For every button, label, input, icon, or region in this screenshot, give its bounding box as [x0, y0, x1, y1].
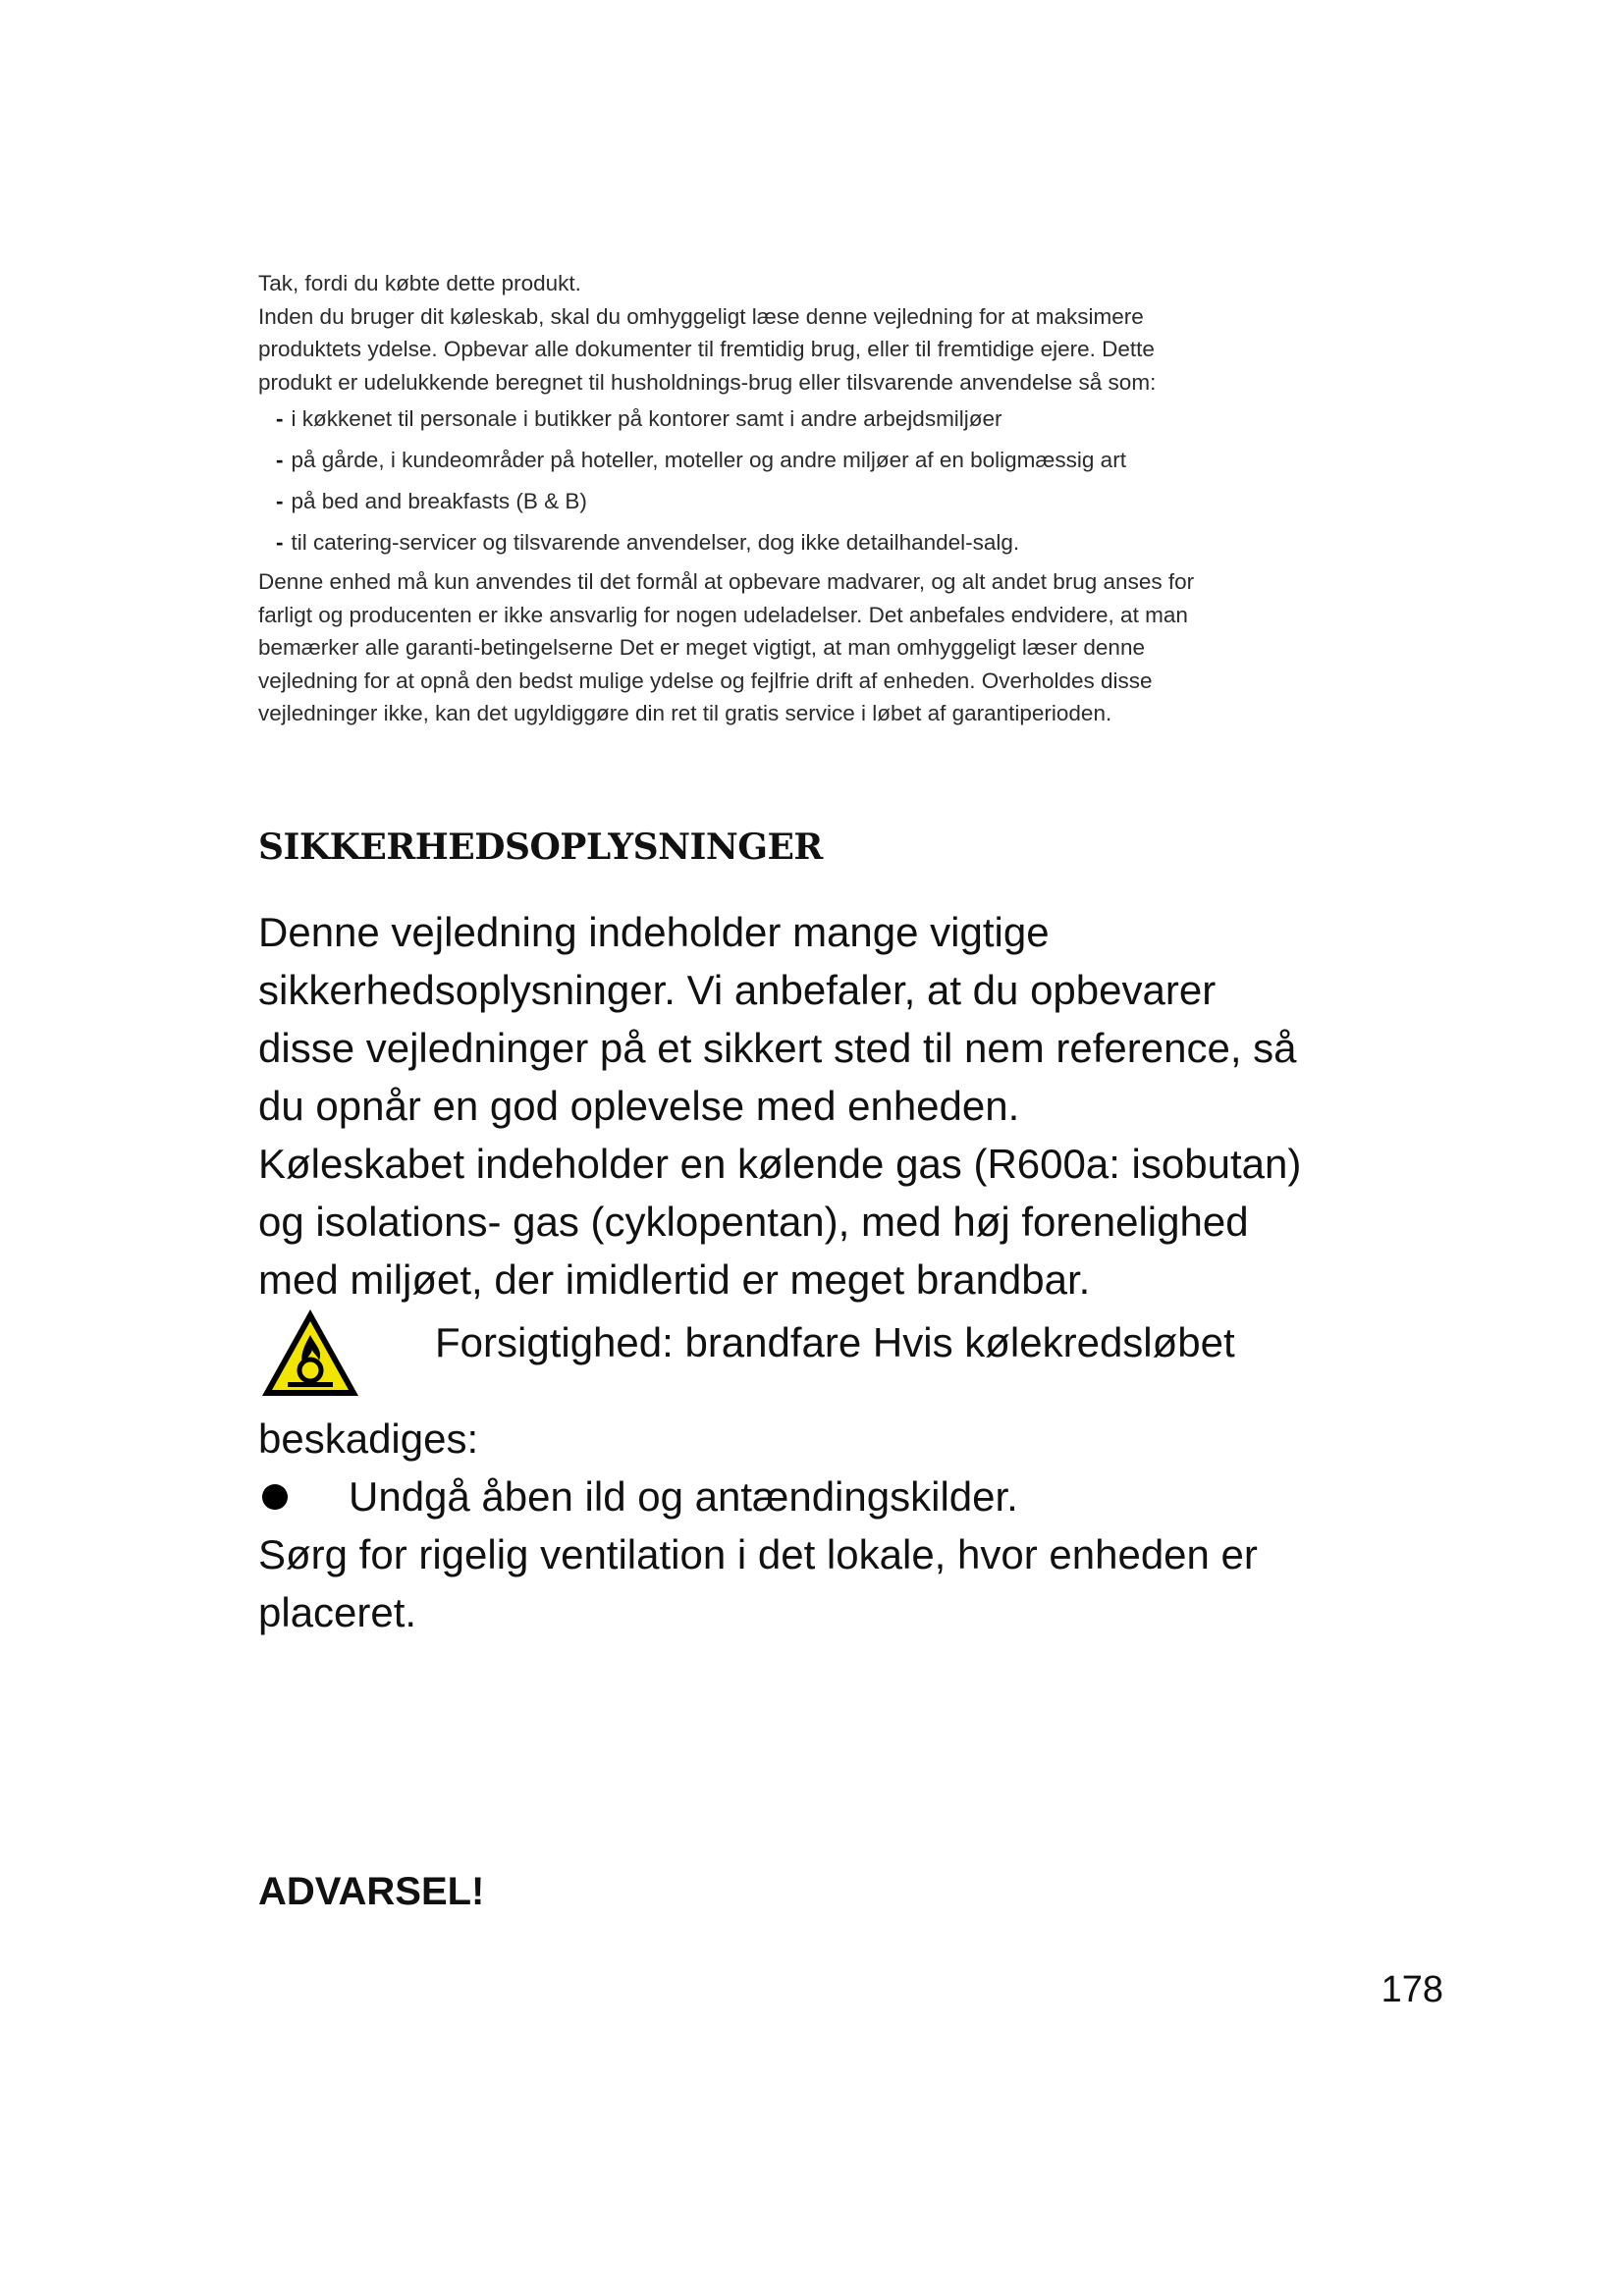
disclaimer-line: Denne enhed må kun anvendes til det formål at opbevare madvarer, og alt andet brug anses for — [258, 569, 1195, 594]
safety-line: du opnår en god oplevelse med enheden. — [258, 1083, 1020, 1129]
intro-line-2: Inden du bruger dit køleskab, skal du omhyggeligt læse denne vejledning for at maksimere — [258, 303, 1144, 329]
usage-list — [258, 399, 1338, 563]
intro-line-1: Tak, fordi du købte dette produkt. — [258, 271, 581, 295]
list-item — [276, 399, 1338, 440]
list-item — [276, 481, 1338, 522]
caution-text: Forsigtighed: brandfare Hvis kølekredsløbet — [435, 1319, 1235, 1365]
safety-line: Denne vejledning indeholder mange vigtige — [258, 909, 1050, 955]
list-item-text: på gårde, i kundeområder på hoteller, moteller og andre miljøer af en boligmæssig art — [291, 448, 1126, 472]
caution-body — [258, 1410, 1387, 1641]
usage-disclaimer — [258, 565, 1338, 730]
intro-section — [258, 267, 1338, 730]
caution-continuation: beskadiges: — [258, 1415, 479, 1462]
disclaimer-line: vejledning for at opnå den bedst mulige ydelse og fejlfrie drift af enheden. Overholdes disse — [258, 667, 1153, 693]
warning-heading: ADVARSEL! — [258, 1870, 485, 1913]
dash-marker: - — [276, 489, 284, 513]
page-number: 178 — [1380, 1969, 1443, 2010]
list-item-text: på bed and breakfasts (B & B) — [291, 489, 587, 513]
list-item — [258, 1468, 1387, 1525]
intro-line-4: produkt er udelukkende beregnet til husholdnings-brug eller tilsvarende anvendelse så som: — [258, 369, 1157, 395]
ventilation-line: placeret. — [258, 1589, 417, 1635]
dash-marker: - — [276, 448, 284, 472]
caution-row — [258, 1306, 1387, 1404]
disclaimer-line: vejledninger ikke, kan det ugyldiggøre din ret til gratis service i løbet af garantiperioden. — [258, 701, 1112, 725]
list-item-text: til catering-servicer og tilsvarende anvendelser, dog ikke detailhandel-salg. — [291, 530, 1020, 555]
safety-line: Køleskabet indeholder en kølende gas (R600a: isobutan) — [258, 1141, 1302, 1187]
dash-marker: - — [276, 530, 284, 555]
safety-heading: SIKKERHEDSOPLYSNINGER — [258, 827, 823, 868]
bullet-dot-icon — [262, 1484, 288, 1510]
disclaimer-line: bemærker alle garanti-betingelserne Det er meget vigtigt, at man omhyggeligt læser denne — [258, 635, 1145, 660]
list-item — [276, 522, 1338, 563]
safety-line: sikkerhedsoplysninger. Vi anbefaler, at du opbevarer — [258, 967, 1217, 1013]
safety-line: og isolations- gas (cyklopentan), med høj forenelighed — [258, 1199, 1249, 1245]
intro-line-3: produktets ydelse. Opbevar alle dokumenter til fremtidig brug, eller til fremtidige ejere. Dette — [258, 337, 1155, 361]
ventilation-line: Sørg for rigelig ventilation i det lokale, hvor enheden er — [258, 1531, 1258, 1577]
safety-line: disse vejledninger på et sikkert sted til nem reference, så — [258, 1025, 1297, 1071]
list-item-text: Undgå åben ild og antændingskilder. — [349, 1473, 1018, 1520]
flammable-warning-icon — [258, 1306, 362, 1400]
list-item-text: i køkkenet til personale i butikker på kontorer samt i andre arbejdsmiljøer — [291, 406, 1002, 431]
list-item — [276, 440, 1338, 481]
safety-line: med miljøet, der imidlertid er meget brandbar. — [258, 1256, 1091, 1303]
disclaimer-line: farligt og producenten er ikke ansvarlig for nogen udeladelser. Det anbefales endvidere, at man — [258, 602, 1188, 627]
dash-marker: - — [276, 406, 284, 431]
safety-body — [258, 903, 1387, 1308]
